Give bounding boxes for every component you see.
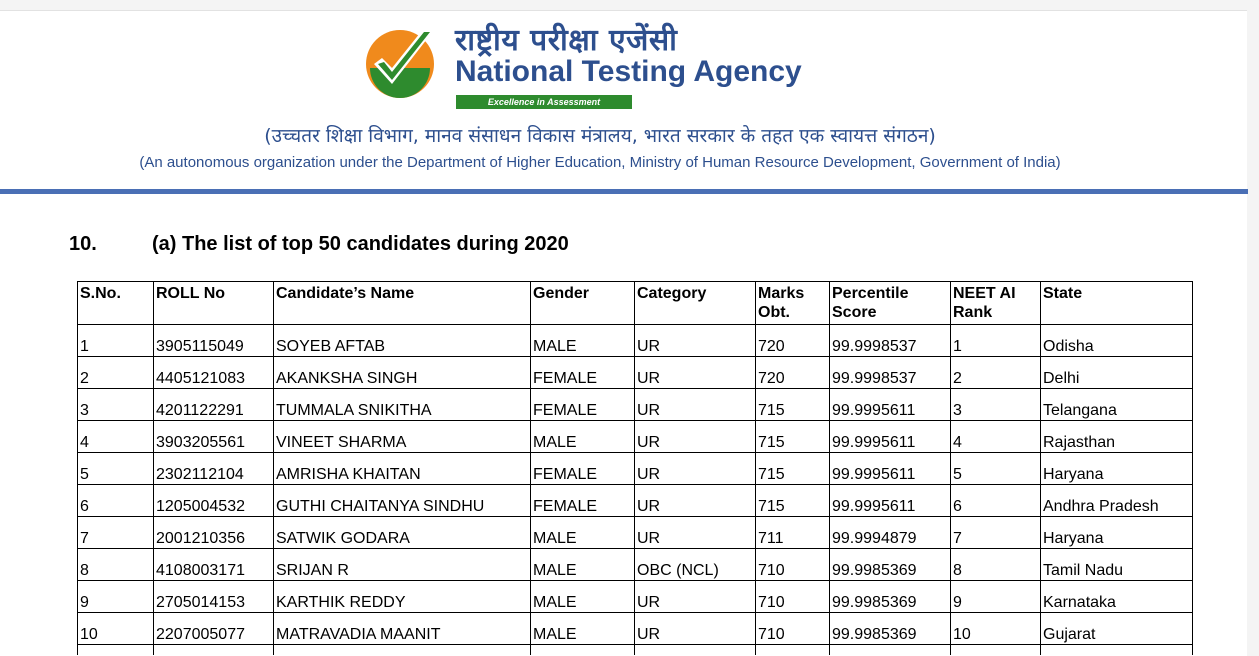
cell-rank: 2	[951, 357, 1041, 389]
cell-percentile: 99.9995611	[830, 421, 951, 453]
header-state: State	[1041, 282, 1193, 325]
cell-gender: MALE	[531, 421, 635, 453]
cell-marks: 710	[756, 581, 830, 613]
cell-marks: 711	[756, 517, 830, 549]
cell-marks	[756, 645, 830, 655]
cell-state: Karnataka	[1041, 581, 1193, 613]
table-row	[78, 485, 1193, 517]
agency-tagline: Excellence in Assessment	[456, 95, 632, 109]
section-number: 10.	[69, 233, 97, 255]
cell-roll: 3903205561	[154, 421, 274, 453]
table-row	[78, 581, 1193, 613]
cell-state: Tamil Nadu	[1041, 549, 1193, 581]
table-row	[78, 613, 1193, 645]
cell-category: UR	[635, 421, 756, 453]
cell-state: Gujarat	[1041, 613, 1193, 645]
table-row	[78, 549, 1193, 581]
cell-gender: MALE	[531, 613, 635, 645]
cell-category: UR	[635, 581, 756, 613]
cell-name	[274, 645, 531, 655]
cell-name: MATRAVADIA MAANIT	[274, 613, 531, 645]
cell-gender: FEMALE	[531, 357, 635, 389]
table-header-row	[78, 282, 1193, 325]
cell-state	[1041, 645, 1193, 655]
cell-category: UR	[635, 357, 756, 389]
header-category: Category	[635, 282, 756, 325]
cell-rank: 10	[951, 613, 1041, 645]
cell-marks: 715	[756, 453, 830, 485]
cell-sno: 2	[78, 357, 154, 389]
cell-state: Haryana	[1041, 517, 1193, 549]
cell-sno: 1	[78, 325, 154, 357]
cell-sno: 4	[78, 421, 154, 453]
cell-rank: 6	[951, 485, 1041, 517]
top-candidates-table	[77, 281, 1193, 655]
cell-gender: FEMALE	[531, 389, 635, 421]
cell-sno	[78, 645, 154, 655]
cell-gender: MALE	[531, 549, 635, 581]
cell-category: UR	[635, 613, 756, 645]
table-row-partial	[78, 645, 1193, 655]
cell-marks: 715	[756, 485, 830, 517]
header-name: Candidate’s Name	[274, 282, 531, 325]
cell-name: SATWIK GODARA	[274, 517, 531, 549]
cell-marks: 715	[756, 389, 830, 421]
cell-category: UR	[635, 517, 756, 549]
cell-state: Haryana	[1041, 453, 1193, 485]
header-gender: Gender	[531, 282, 635, 325]
section-title: (a) The list of top 50 candidates during 2020	[152, 233, 569, 255]
cell-name: KARTHIK REDDY	[274, 581, 531, 613]
cell-marks: 710	[756, 613, 830, 645]
cell-sno: 7	[78, 517, 154, 549]
cell-percentile: 99.9995611	[830, 485, 951, 517]
cell-category: OBC (NCL)	[635, 549, 756, 581]
cell-name: GUTHI CHAITANYA SINDHU	[274, 485, 531, 517]
right-edge	[1247, 10, 1259, 656]
cell-state: Rajasthan	[1041, 421, 1193, 453]
cell-roll: 2705014153	[154, 581, 274, 613]
cell-rank: 8	[951, 549, 1041, 581]
nta-logo-icon	[360, 22, 440, 102]
cell-marks: 720	[756, 357, 830, 389]
cell-gender	[531, 645, 635, 655]
table-row	[78, 325, 1193, 357]
cell-percentile: 99.9998537	[830, 357, 951, 389]
cell-category: UR	[635, 485, 756, 517]
cell-roll: 1205004532	[154, 485, 274, 517]
cell-name: AKANKSHA SINGH	[274, 357, 531, 389]
cell-roll: 4201122291	[154, 389, 274, 421]
cell-rank: 5	[951, 453, 1041, 485]
table-row	[78, 517, 1193, 549]
cell-percentile	[830, 645, 951, 655]
header-marks: Marks Obt.	[756, 282, 830, 325]
cell-marks: 720	[756, 325, 830, 357]
cell-percentile: 99.9998537	[830, 325, 951, 357]
cell-percentile: 99.9985369	[830, 549, 951, 581]
agency-name-hindi: राष्ट्रीय परीक्षा एजेंसी	[455, 23, 678, 58]
cell-gender: MALE	[531, 325, 635, 357]
cell-percentile: 99.9985369	[830, 581, 951, 613]
cell-category	[635, 645, 756, 655]
header-sno: S.No.	[78, 282, 154, 325]
cell-name: SRIJAN R	[274, 549, 531, 581]
cell-gender: FEMALE	[531, 453, 635, 485]
cell-category: UR	[635, 453, 756, 485]
agency-subtitle-english: (An autonomous organization under the Department of Higher Education, Ministry of Human Resource Development, Government of India)	[139, 154, 1061, 171]
cell-rank: 7	[951, 517, 1041, 549]
top-strip	[0, 0, 1259, 11]
cell-name: VINEET SHARMA	[274, 421, 531, 453]
agency-name-english: National Testing Agency	[455, 55, 802, 88]
header-percentile: Percentile Score	[830, 282, 951, 325]
agency-subtitle-hindi: (उच्चतर शिक्षा विभाग, मानव संसाधन विकास मंत्रालय, भारत सरकार के तहत एक स्वायत्त संगठन)	[264, 125, 936, 147]
cell-rank: 1	[951, 325, 1041, 357]
cell-name: AMRISHA KHAITAN	[274, 453, 531, 485]
cell-sno: 5	[78, 453, 154, 485]
cell-marks: 710	[756, 549, 830, 581]
cell-roll: 3905115049	[154, 325, 274, 357]
cell-state: Delhi	[1041, 357, 1193, 389]
cell-percentile: 99.9994879	[830, 517, 951, 549]
table-row	[78, 453, 1193, 485]
cell-rank: 4	[951, 421, 1041, 453]
header-divider	[0, 189, 1248, 194]
cell-roll: 2207005077	[154, 613, 274, 645]
table-row	[78, 389, 1193, 421]
cell-roll: 4405121083	[154, 357, 274, 389]
cell-sno: 3	[78, 389, 154, 421]
cell-name: SOYEB AFTAB	[274, 325, 531, 357]
table-row	[78, 421, 1193, 453]
cell-rank	[951, 645, 1041, 655]
cell-roll: 4108003171	[154, 549, 274, 581]
cell-state: Andhra Pradesh	[1041, 485, 1193, 517]
cell-roll: 2001210356	[154, 517, 274, 549]
cell-category: UR	[635, 389, 756, 421]
cell-roll	[154, 645, 274, 655]
cell-percentile: 99.9995611	[830, 389, 951, 421]
cell-gender: FEMALE	[531, 485, 635, 517]
cell-gender: MALE	[531, 581, 635, 613]
cell-sno: 6	[78, 485, 154, 517]
cell-gender: MALE	[531, 517, 635, 549]
cell-rank: 3	[951, 389, 1041, 421]
header-rank: NEET AI Rank	[951, 282, 1041, 325]
cell-sno: 9	[78, 581, 154, 613]
cell-percentile: 99.9985369	[830, 613, 951, 645]
cell-roll: 2302112104	[154, 453, 274, 485]
cell-name: TUMMALA SNIKITHA	[274, 389, 531, 421]
cell-percentile: 99.9995611	[830, 453, 951, 485]
cell-state: Odisha	[1041, 325, 1193, 357]
cell-rank: 9	[951, 581, 1041, 613]
cell-sno: 8	[78, 549, 154, 581]
header-roll: ROLL No	[154, 282, 274, 325]
cell-marks: 715	[756, 421, 830, 453]
table-row	[78, 357, 1193, 389]
cell-sno: 10	[78, 613, 154, 645]
cell-category: UR	[635, 325, 756, 357]
cell-state: Telangana	[1041, 389, 1193, 421]
